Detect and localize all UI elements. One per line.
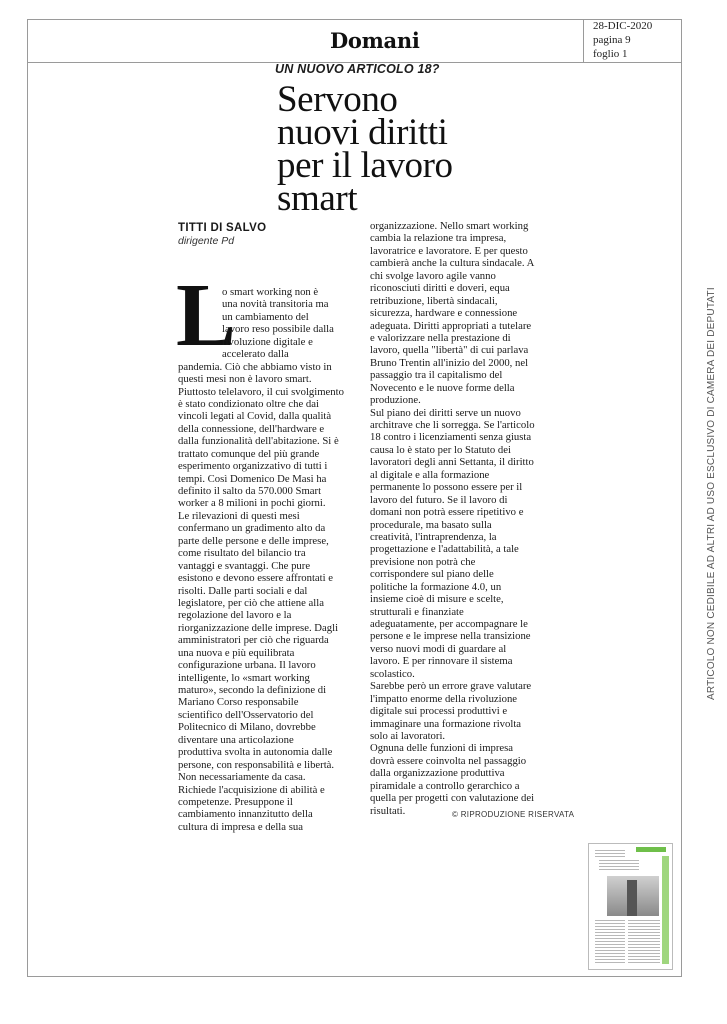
text-line: esistono e devono essere affrontati e <box>178 572 334 585</box>
text-line: corrispondere sul piano delle <box>370 568 494 581</box>
newspaper-logo: Domani <box>330 28 420 53</box>
text-line: immaginare una formazione rivolta <box>370 717 522 730</box>
page-thumbnail <box>588 843 673 970</box>
copyright-notice: © RIPRODUZIONE RISERVATA <box>452 810 575 819</box>
text-line: produzione. <box>370 394 421 407</box>
article-title <box>277 79 537 219</box>
text-line: lavoratrice e lavoratore. E per questo <box>370 244 528 257</box>
title-line: nuovi diritti <box>277 112 448 153</box>
text-line: cultura di impresa e della sua <box>178 820 303 833</box>
text-line: legislatore, per ciò che attiene alla <box>178 596 324 609</box>
text-line: vantaggi e svantaggi. Che pure <box>178 559 311 572</box>
text-line: una novità transitoria ma <box>222 298 329 311</box>
header-meta-divider <box>583 19 584 62</box>
text-line: strutturali e finanziate <box>370 605 464 618</box>
text-line: architrave che li sorregga. Se l'articolo <box>370 419 535 431</box>
text-line: dalla funzionalità dell'abitazione. Si è <box>178 435 339 448</box>
text-line: diventare una articolazione <box>178 733 294 746</box>
text-line: riconosciuti diritti e doveri, equa <box>370 282 510 295</box>
thumbnail-text <box>595 850 625 858</box>
text-line: cambierà anche la cultura sindacale. A <box>370 257 535 270</box>
article-column-2 <box>370 220 555 817</box>
text-line: piramidale a controllo gerarchico a <box>370 779 520 792</box>
text-line: l'impatto enorme della rivoluzione <box>370 692 518 705</box>
drop-cap: L <box>176 266 237 365</box>
text-line: come risultato del bilancio tra <box>178 547 306 560</box>
text-line: Novecento e le nuove forme della <box>370 381 515 394</box>
text-line: solo ai lavoratori. <box>370 729 446 742</box>
title-line: per il lavoro <box>277 145 453 186</box>
text-line: Non necessariamente da casa. <box>178 771 306 784</box>
text-line: causa lo è stato per lo Statuto dei <box>370 443 511 456</box>
article-column-1 <box>178 286 358 833</box>
text-line: risolti. Dalle parti sociali e dal <box>178 584 308 597</box>
text-line: procedurale, ma basato sulla <box>370 518 492 531</box>
article-kicker: UN NUOVO ARTICOLO 18? <box>275 62 440 76</box>
text-line: Sul piano dei diritti serve un nuovo <box>370 406 521 419</box>
text-line: definito il salto da 570.000 Smart <box>178 485 322 497</box>
text-line: dovrà essere coinvolta nel passaggio <box>370 754 527 767</box>
text-line: worker a 8 milioni in pochi giorni. <box>178 497 326 510</box>
text-line: Piuttosto telelavoro, il cui svolgimento <box>178 385 344 398</box>
text-line: regolazione del lavoro e la <box>178 609 292 622</box>
text-line: Mariano Corso responsabile <box>178 696 299 709</box>
thumbnail-building <box>627 880 637 916</box>
text-line: Sarebbe però un errore grave valutare <box>370 680 532 693</box>
text-line: produttiva svolta in autonomia dalle <box>178 746 333 759</box>
text-line: organizzazione. Nello smart working <box>370 220 529 232</box>
text-line: persone, con responsabilità e libertà. <box>178 758 335 771</box>
text-line: Politecnico di Milano, dovrebbe <box>178 721 316 734</box>
text-line: parte delle persone e delle imprese, <box>178 534 329 547</box>
text-line: scolastico. <box>370 667 415 680</box>
text-line: politiche la formazione 4.0, un <box>370 580 502 593</box>
text-line: un cambiamento del <box>222 310 309 323</box>
text-line: domani non potrà essere ripetitivo e <box>370 506 524 519</box>
text-line: lavoratori degli anni Settanta, il diritto <box>370 456 534 469</box>
author-role: dirigente Pd <box>178 235 235 247</box>
text-line: chi svolge lavoro agile vanno <box>370 269 496 282</box>
text-line: Ognuna delle funzioni di impresa <box>370 742 514 755</box>
text-line: esperimento organizzativo di tutti i <box>178 460 328 473</box>
thumbnail-text <box>599 860 639 872</box>
text-line: progettazione e l'adattabilità, a tale <box>370 543 519 556</box>
text-line: è stato condizionato oltre che dai <box>178 397 319 410</box>
text-line: lavoro. E per rinnovare il sistema <box>370 655 513 668</box>
text-line: rivoluzione digitale e <box>222 335 313 348</box>
text-line: verso nuovi modi di guardare al <box>370 642 507 655</box>
text-line: trattato comunque del più grande <box>178 447 320 460</box>
text-line: Le rilevazioni di questi mesi <box>178 509 300 522</box>
sheet-number: foglio 1 <box>593 48 628 60</box>
text-line: scientifico dell'Osservatorio del <box>178 708 314 721</box>
issue-date: 28-DIC-2020 <box>593 20 653 32</box>
text-line: lavoro del futuro. Se il lavoro di <box>370 493 508 506</box>
title-line: smart <box>277 178 358 219</box>
thumbnail-sidebar <box>662 856 669 964</box>
text-line: 18 contro i licenziamenti senza giusta <box>370 431 532 444</box>
text-line: sicurezza, hardware e connessione <box>370 307 518 320</box>
text-line: insieme cioè di misure e scelte, <box>370 593 504 606</box>
text-line: adeguatamente, per accompagnare le <box>370 618 528 630</box>
text-line: digitale sui processi produttivi e <box>370 705 508 718</box>
text-line: creatività, l'intraprendenza, la <box>370 530 497 543</box>
text-line: risultati. <box>370 804 406 817</box>
text-line: e valorizzare nella prestazione di <box>370 331 511 344</box>
text-line: Richiede l'acquisizione di abilità e <box>178 783 325 796</box>
text-line: amministratori per ciò che riguarda <box>178 634 329 647</box>
text-line: permanente lo possono essere per il <box>370 481 523 494</box>
title-line: Servono <box>277 79 398 120</box>
text-line: una nuova e più equilibrata <box>178 646 295 659</box>
thumbnail-text <box>628 920 660 964</box>
text-line: cambia la relazione tra impresa, <box>370 232 507 245</box>
text-line: Bruno Trentin all'inizio del 2000, nel <box>370 356 529 369</box>
text-line: tempi. Così Domenico De Masi ha <box>178 472 327 485</box>
text-line: cambiamento innanzitutto della <box>178 808 313 821</box>
text-line: intelligente, lo «smart working <box>178 671 310 684</box>
text-line: competenze. Presuppone il <box>178 795 293 808</box>
text-line: retribuzione, libertà sindacali, <box>370 294 498 307</box>
text-line: vincoli legati al Covid, dalla qualità <box>178 410 332 423</box>
text-line: lavoro reso possibile dalla <box>222 323 334 336</box>
text-line: adeguata. Diritti appropriati a tutelare <box>370 319 532 332</box>
text-line: al digitale e alla formazione <box>370 468 490 481</box>
text-line: riorganizzazione delle imprese. Dagli <box>178 621 339 634</box>
thumbnail-accent <box>636 847 666 852</box>
text-line: pandemia. Ciò che abbiamo visto in <box>178 360 332 373</box>
text-line: quella per progetti con valutazione dei <box>370 792 535 805</box>
text-line: previsione non potrà che <box>370 555 476 568</box>
thumbnail-text <box>595 920 625 964</box>
text-line: o smart working non è <box>222 286 319 298</box>
page-number: pagina 9 <box>593 34 631 46</box>
text-line: persone e le imprese nella transizione <box>370 630 531 643</box>
text-line: confermano un gradimento alto da <box>178 522 326 535</box>
text-line: della connessione, dell'hardware e <box>178 422 325 435</box>
text-line: dalla organizzazione produttiva <box>370 767 505 780</box>
text-line: questi mesi non è lavoro smart. <box>178 373 312 386</box>
author-name: TITTI DI SALVO <box>178 222 267 234</box>
text-line: accelerato dalla <box>222 348 289 361</box>
text-line: lavoro, quella "libertà" di cui parlava <box>370 344 529 357</box>
text-line: passaggio tra il capitalismo del <box>370 369 503 382</box>
text-line: configurazione urbana. Il lavoro <box>178 659 316 672</box>
text-line: maturo», secondo la definizione di <box>178 684 327 696</box>
side-notice: ARTICOLO NON CEDIBILE AD ALTRI AD USO ESCLUSIVO DI CAMERA DEI DEPUTATI <box>706 287 717 700</box>
